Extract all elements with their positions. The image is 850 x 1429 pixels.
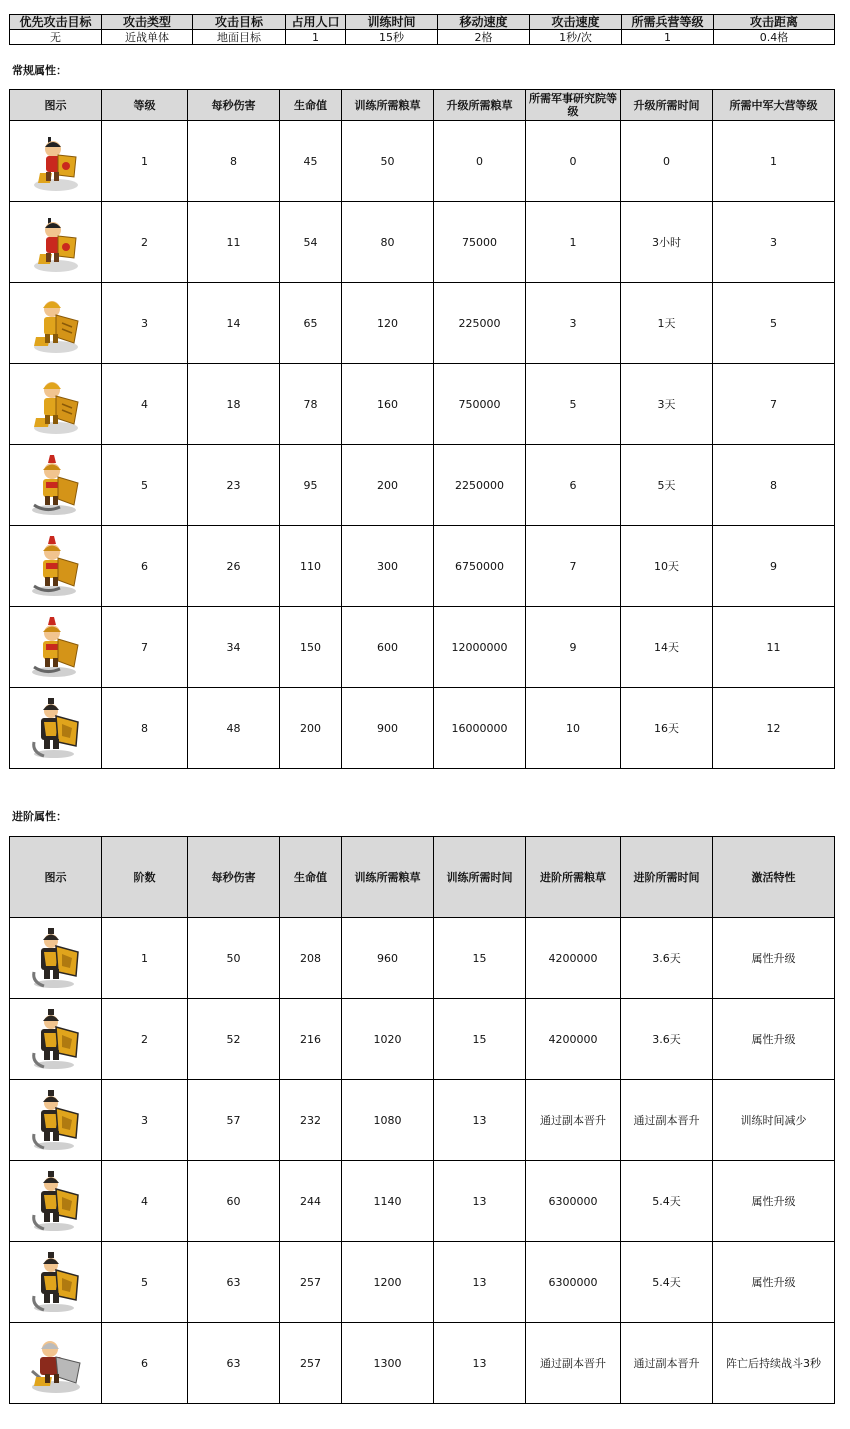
train-cost-cell: 1200 (342, 1242, 434, 1323)
summary-value-cell: 1 (286, 30, 346, 45)
unit-image-cell (10, 445, 102, 526)
summary-value-cell: 近战单体 (102, 30, 193, 45)
summary-header-cell: 攻击距离 (714, 15, 835, 30)
camp-level-cell: 3 (713, 202, 835, 283)
train-cost-cell: 120 (342, 283, 434, 364)
summary-value-cell: 地面目标 (193, 30, 286, 45)
regular-header-cell: 训练所需粮草 (342, 90, 434, 121)
unit-image-cell (10, 121, 102, 202)
hp-cell: 95 (280, 445, 342, 526)
level-cell: 2 (102, 202, 188, 283)
feature-cell: 属性升级 (713, 918, 835, 999)
advanced-header-cell: 训练所需时间 (434, 837, 526, 918)
train-cost-cell: 600 (342, 607, 434, 688)
shield-warrior-icon (26, 1088, 86, 1152)
train-cost-cell: 300 (342, 526, 434, 607)
regular-header-cell: 所需中军大营等级 (713, 90, 835, 121)
advance-cost-cell: 通过副本晋升 (526, 1080, 621, 1161)
shield-warrior-icon (26, 696, 86, 760)
tier-cell: 1 (102, 918, 188, 999)
advance-cost-cell: 4200000 (526, 918, 621, 999)
upgrade-time-cell: 5天 (621, 445, 713, 526)
table-row (10, 1242, 835, 1323)
regular-attributes-table (9, 89, 835, 769)
camp-level-cell: 11 (713, 607, 835, 688)
summary-header-cell: 攻击类型 (102, 15, 193, 30)
level-cell: 6 (102, 526, 188, 607)
shield-warrior-icon (26, 1169, 86, 1233)
summary-value-cell: 15秒 (346, 30, 438, 45)
unit-image-cell (10, 607, 102, 688)
level-cell: 5 (102, 445, 188, 526)
advanced-section-title: 进阶属性： (12, 810, 67, 823)
train-time-cell: 15 (434, 999, 526, 1080)
level-cell: 7 (102, 607, 188, 688)
tier-cell: 6 (102, 1323, 188, 1404)
train-time-cell: 13 (434, 1323, 526, 1404)
summary-value-cell: 无 (10, 30, 102, 45)
unit-image-cell (10, 1161, 102, 1242)
hp-cell: 232 (280, 1080, 342, 1161)
regular-header-cell: 升级所需粮草 (434, 90, 526, 121)
academy-level-cell: 7 (526, 526, 621, 607)
regular-header-cell: 升级所需时间 (621, 90, 713, 121)
advance-time-cell: 通过副本晋升 (621, 1323, 713, 1404)
unit-image-cell (10, 688, 102, 769)
upgrade-time-cell: 1天 (621, 283, 713, 364)
level-cell: 4 (102, 364, 188, 445)
dps-cell: 26 (188, 526, 280, 607)
table-row (10, 364, 835, 445)
academy-level-cell: 5 (526, 364, 621, 445)
shield-warrior-icon (26, 291, 86, 355)
shield-warrior-icon (26, 372, 86, 436)
hp-cell: 257 (280, 1323, 342, 1404)
upgrade-cost-cell: 750000 (434, 364, 526, 445)
hp-cell: 65 (280, 283, 342, 364)
dps-cell: 34 (188, 607, 280, 688)
academy-level-cell: 6 (526, 445, 621, 526)
level-cell: 3 (102, 283, 188, 364)
unit-image-cell (10, 918, 102, 999)
level-cell: 1 (102, 121, 188, 202)
table-row (10, 202, 835, 283)
shield-warrior-icon (26, 534, 86, 598)
advanced-header-row (10, 837, 835, 918)
shield-warrior-icon (26, 129, 86, 193)
advanced-header-cell: 训练所需粮草 (342, 837, 434, 918)
academy-level-cell: 10 (526, 688, 621, 769)
regular-header-cell: 图示 (10, 90, 102, 121)
camp-level-cell: 12 (713, 688, 835, 769)
upgrade-time-cell: 14天 (621, 607, 713, 688)
shield-warrior-icon (26, 210, 86, 274)
advanced-attributes-table (9, 836, 835, 1404)
table-row (10, 607, 835, 688)
summary-header-cell: 攻击目标 (193, 15, 286, 30)
summary-header-cell: 优先攻击目标 (10, 15, 102, 30)
upgrade-cost-cell: 75000 (434, 202, 526, 283)
table-row (10, 1323, 835, 1404)
unit-image-cell (10, 526, 102, 607)
upgrade-cost-cell: 0 (434, 121, 526, 202)
academy-level-cell: 0 (526, 121, 621, 202)
regular-header-row (10, 90, 835, 121)
unit-image-cell (10, 1323, 102, 1404)
tier-cell: 5 (102, 1242, 188, 1323)
summary-value-cell: 1秒/次 (530, 30, 622, 45)
table-row (10, 1080, 835, 1161)
summary-value-cell: 0.4格 (714, 30, 835, 45)
hp-cell: 244 (280, 1161, 342, 1242)
advance-cost-cell: 通过副本晋升 (526, 1323, 621, 1404)
unit-image-cell (10, 202, 102, 283)
train-time-cell: 13 (434, 1242, 526, 1323)
train-time-cell: 15 (434, 918, 526, 999)
feature-cell: 属性升级 (713, 1242, 835, 1323)
regular-header-cell: 所需军事研究院等级 (526, 90, 621, 121)
table-row (10, 688, 835, 769)
unit-summary-table (9, 14, 835, 45)
advanced-header-cell: 每秒伤害 (188, 837, 280, 918)
advance-cost-cell: 4200000 (526, 999, 621, 1080)
dps-cell: 60 (188, 1161, 280, 1242)
camp-level-cell: 7 (713, 364, 835, 445)
train-cost-cell: 200 (342, 445, 434, 526)
upgrade-time-cell: 3小时 (621, 202, 713, 283)
upgrade-time-cell: 10天 (621, 526, 713, 607)
table-row (10, 1161, 835, 1242)
academy-level-cell: 3 (526, 283, 621, 364)
dps-cell: 63 (188, 1242, 280, 1323)
summary-value-cell: 1 (622, 30, 714, 45)
dps-cell: 23 (188, 445, 280, 526)
shield-warrior-icon (26, 926, 86, 990)
camp-level-cell: 5 (713, 283, 835, 364)
tier-cell: 3 (102, 1080, 188, 1161)
camp-level-cell: 1 (713, 121, 835, 202)
upgrade-cost-cell: 12000000 (434, 607, 526, 688)
upgrade-time-cell: 3天 (621, 364, 713, 445)
dps-cell: 14 (188, 283, 280, 364)
train-cost-cell: 1080 (342, 1080, 434, 1161)
advance-cost-cell: 6300000 (526, 1161, 621, 1242)
regular-header-cell: 等级 (102, 90, 188, 121)
advanced-header-cell: 激活特性 (713, 837, 835, 918)
tier-cell: 2 (102, 999, 188, 1080)
train-time-cell: 13 (434, 1080, 526, 1161)
dps-cell: 57 (188, 1080, 280, 1161)
advance-cost-cell: 6300000 (526, 1242, 621, 1323)
upgrade-cost-cell: 2250000 (434, 445, 526, 526)
hp-cell: 208 (280, 918, 342, 999)
train-cost-cell: 1300 (342, 1323, 434, 1404)
summary-header-cell: 所需兵营等级 (622, 15, 714, 30)
dps-cell: 48 (188, 688, 280, 769)
hp-cell: 216 (280, 999, 342, 1080)
dps-cell: 8 (188, 121, 280, 202)
tier-cell: 4 (102, 1161, 188, 1242)
table-row (10, 445, 835, 526)
advance-time-cell: 5.4天 (621, 1161, 713, 1242)
table-row (10, 526, 835, 607)
hp-cell: 78 (280, 364, 342, 445)
train-cost-cell: 50 (342, 121, 434, 202)
camp-level-cell: 9 (713, 526, 835, 607)
summary-value-row (10, 30, 835, 45)
level-cell: 8 (102, 688, 188, 769)
regular-header-cell: 生命值 (280, 90, 342, 121)
unit-image-cell (10, 283, 102, 364)
hp-cell: 257 (280, 1242, 342, 1323)
regular-header-cell: 每秒伤害 (188, 90, 280, 121)
hp-cell: 45 (280, 121, 342, 202)
summary-header-cell: 占用人口 (286, 15, 346, 30)
train-cost-cell: 160 (342, 364, 434, 445)
unit-image-cell (10, 1242, 102, 1323)
table-row (10, 918, 835, 999)
summary-header-cell: 攻击速度 (530, 15, 622, 30)
advance-time-cell: 3.6天 (621, 999, 713, 1080)
feature-cell: 训练时间减少 (713, 1080, 835, 1161)
table-row (10, 999, 835, 1080)
camp-level-cell: 8 (713, 445, 835, 526)
advanced-header-cell: 生命值 (280, 837, 342, 918)
upgrade-cost-cell: 225000 (434, 283, 526, 364)
dps-cell: 11 (188, 202, 280, 283)
advanced-header-cell: 阶数 (102, 837, 188, 918)
shield-warrior-icon (26, 453, 86, 517)
summary-header-row (10, 15, 835, 30)
shield-warrior-icon (26, 1250, 86, 1314)
upgrade-cost-cell: 16000000 (434, 688, 526, 769)
hp-cell: 150 (280, 607, 342, 688)
summary-header-cell: 移动速度 (438, 15, 530, 30)
upgrade-time-cell: 0 (621, 121, 713, 202)
hp-cell: 110 (280, 526, 342, 607)
dps-cell: 18 (188, 364, 280, 445)
feature-cell: 属性升级 (713, 1161, 835, 1242)
advanced-header-cell: 图示 (10, 837, 102, 918)
summary-value-cell: 2格 (438, 30, 530, 45)
train-cost-cell: 1140 (342, 1161, 434, 1242)
dps-cell: 63 (188, 1323, 280, 1404)
table-row (10, 283, 835, 364)
unit-image-cell (10, 364, 102, 445)
advanced-header-cell: 进阶所需粮草 (526, 837, 621, 918)
regular-section-title: 常规属性： (12, 64, 67, 77)
unit-image-cell (10, 1080, 102, 1161)
academy-level-cell: 1 (526, 202, 621, 283)
advance-time-cell: 5.4天 (621, 1242, 713, 1323)
advance-time-cell: 3.6天 (621, 918, 713, 999)
upgrade-cost-cell: 6750000 (434, 526, 526, 607)
table-row (10, 121, 835, 202)
academy-level-cell: 9 (526, 607, 621, 688)
shield-warrior-icon (26, 1007, 86, 1071)
hp-cell: 54 (280, 202, 342, 283)
train-cost-cell: 960 (342, 918, 434, 999)
train-time-cell: 13 (434, 1161, 526, 1242)
hp-cell: 200 (280, 688, 342, 769)
shield-warrior-icon (26, 1331, 86, 1395)
shield-warrior-icon (26, 615, 86, 679)
dps-cell: 50 (188, 918, 280, 999)
train-cost-cell: 900 (342, 688, 434, 769)
upgrade-time-cell: 16天 (621, 688, 713, 769)
unit-image-cell (10, 999, 102, 1080)
train-cost-cell: 1020 (342, 999, 434, 1080)
train-cost-cell: 80 (342, 202, 434, 283)
advanced-header-cell: 进阶所需时间 (621, 837, 713, 918)
feature-cell: 阵亡后持续战斗3秒 (713, 1323, 835, 1404)
summary-header-cell: 训练时间 (346, 15, 438, 30)
feature-cell: 属性升级 (713, 999, 835, 1080)
advance-time-cell: 通过副本晋升 (621, 1080, 713, 1161)
dps-cell: 52 (188, 999, 280, 1080)
